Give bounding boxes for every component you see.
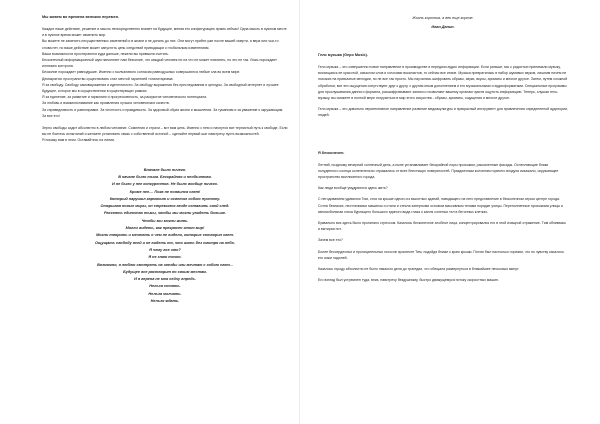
poem-line: Который нарушил гармонию и осветил собою пустоту. xyxy=(109,196,221,201)
poem-line: Могли творить и мечтать о чем не видели, которые сотворил свет. xyxy=(96,233,234,238)
poem-line: В начале было тьма. Бескрайняя и необъятная. xyxy=(118,174,212,179)
paragraph: Летний, поздному вечерний солнечный день, а ныне устанавливает бескрайной норы прохожим, раскаленные фасады. Ослепляющие блики полуденного солнца ослепительно отражались от всех блестящих поверхностей. Праздничным колоннам горячего воздуха искажало, окружающее пространство миллионного города. xyxy=(318,162,559,180)
poem-line: Я чему все это? xyxy=(149,247,181,252)
epigraph xyxy=(318,14,568,32)
paragraph: Вы можете не заметить несущественных изменений и в жизни и не донять до них. Они могут прийти уже после вашей смерти, а вера или чьи-то слова нет, но ваше действие может запустить цепь следствий приводящих к глобальным изменениям. xyxy=(42,39,279,50)
poem-line: Нельзя стоять. xyxy=(149,284,181,289)
paragraph: Я за единение, за развитие и гармонию и прогрессивность, за раскрытие человеческого потенциала. xyxy=(42,95,208,100)
paragraph: Демократия: пространство существовать стал мечтой гарантией тоталитаризма. xyxy=(42,76,174,81)
poem-line: Кроме нее.... Пока не появился свет! xyxy=(129,189,201,194)
paragraph: Казалось городу абсолютно не было никакого дела до трагедии, что обещала развернуться в ближайшее несколько минут. xyxy=(318,267,520,272)
paragraph: За справедливость и равноправие. За честность и правдивость. За здоровый образ жизни и мышления. За гуманизм и за уважение к окружающим. За все это! xyxy=(42,107,284,118)
left-paragraphs xyxy=(42,26,288,119)
paragraph: Буквально вся здесь было пропитано стрессом. Казалось бесконечное злобное лица, концентрировался его в этой изящной отражение. Тим обливаясь и вытирая пот. xyxy=(318,221,567,232)
poem-line: Нельзя ждать. xyxy=(150,299,180,303)
paragraph: С негодованием удивился Тим, стоя на крыше одного из высотных зданий, наводящего на него представление в бесконечном сером центре города. Сотни безликих, неотличимых машинок и стали и стекла запертыми основом массивным телами порядке улицы. Переполненные прохожими улицы и автомобильная гонка бурлящего большого единого вида глаза о капля соленых тел в бетонных клетках. xyxy=(318,197,563,214)
poem-line: Будущее все растворит по своим местам. xyxy=(123,269,207,274)
paragraph: Безсилие порождает равнодушие. Именно с молчаливого согласия равнодушных совершаются любые зла во всем мире. xyxy=(42,70,241,75)
poem-line: Открывая новые миры, он стремился везде оставить свой след. xyxy=(100,204,230,209)
epigraph-author: Иван Данин. xyxy=(431,25,455,29)
section-heading: Я бесконечен. xyxy=(318,150,345,155)
poem-line: Возможно, я люблю смотреть на звезды или мечтаю с собою свет... xyxy=(97,262,233,267)
poem xyxy=(42,167,288,306)
ending-paragraph: Зерно свободы садит абсолютно в любом человеке. Сомнения и страхи – вот вам цепь. Именно с нею и начнутся все тернистый путь к свободе. Если вы не боитесь испытаний и желаете установить связь с собственной истиной – сделайте первый шаг навстречу пусть возможностей. Я покажу вам в этом. Оставайтесь на линии. xyxy=(42,126,288,143)
epigraph-text: Жизнь коротка, а век еще короче. xyxy=(412,16,474,20)
page-heading: Мы живем во времена великих перемен. xyxy=(42,15,120,19)
poem-line: Могли видеть, как прекрасен этот мир! xyxy=(125,226,205,231)
paragraph: Как люди вообще умудряются здесь жить? xyxy=(318,186,388,191)
paragraph: Гело музыка – это совершенно новое направление в производстве и передачи аудио информации. Если раньше, мы с радостью принимали музыку, восхищаясь ее красотой, смыслом слов и голосами вокалистов, то сейчас все иначе. Музыка превратилась в набор шумовых звуков, лишним ничем не похожих на привычные мелодии, но не все так просто. Мы научились шифровать образы, звуки, вкусы, ароматы и многое другое. Затем, путем сложной обработки, все эти ощущения сопутствуют друг к другу, с другим иным дополнением и его музыкальными и аудиоформатами. Специальные программы для прослушивания данного формата, расшифровывают записи и позволяют вашему органам чувств ощутить информацию. Теперь, слушая гело-музыку, вы сможете в полной мере погрузиться в мир этого искусства - образы, ароматы, ощущения и многое другое. xyxy=(318,65,568,101)
paragraph: Гело музыка – это довольно перспективное направление развитие медиакультуры и прекрасный инструмент для привлечения определенной аудитории, людей. xyxy=(318,107,568,118)
paragraph: Его взгляд был устремлен туда, вниз, навстречу бездушному, быстро движущемуся потоку скоростных машин. xyxy=(318,278,499,283)
poem-line: Вначале было ничего. xyxy=(143,167,187,172)
paragraph: Бесконечный информационный шум наполняет нам безсилие, что каждый человек ни на что не может повлиять, но это не так. Ложь порождает иллюзию контроля. xyxy=(42,58,277,69)
paragraph: Зачем все это? xyxy=(318,238,343,243)
poem-line: Я не знаю точно. xyxy=(148,255,182,260)
section-heading: Гело музыка (Gepo Music). xyxy=(318,53,368,57)
paragraph: За любовь и взаимопонимание как проявления лучших человеческих качеств. xyxy=(42,101,170,106)
poem-line: И я верена не моя сейчу впредь. xyxy=(134,277,196,282)
right-page xyxy=(300,0,600,424)
poem-line: Нельзя молчать. xyxy=(148,291,182,296)
poem-line: Чтобы мы могли жить. xyxy=(141,218,189,223)
poem-line: Ощущать свободу всей и не видеть то, что жить без смотря на небо. xyxy=(95,240,235,245)
paragraph: Каждое наше действие, решение и мысль непосредственно влияет на будущее, меняя его конфигурацию прямо сейчас! Одна мысль в нужном месте и в нужное время может изменить мир. xyxy=(42,27,287,38)
poem-line: Рассеять единство тьмы, чтобы мы могли увидеть больше. xyxy=(103,211,227,216)
paragraph: Более бессердечных и проницательных голосов проспекте Тим, подойдя ближе к краю крыши. Потом был настолько горячим, что по чувству касалось его кожи ладоней. xyxy=(318,249,564,260)
paragraph: Ваши возможности простираются куда дальше, нежели вы привыкли считать. xyxy=(42,51,169,56)
paragraph: Я за свободу. Свободу самовыражения и идентичности. За свободу выражения без преследования и цензуры. За свободный интернет и лучшее будущее, которое мы в осуществлении в существующих рамках. xyxy=(42,82,279,94)
poem-line: И не было у нее конкурентов. Не было вообще ничего. xyxy=(112,182,218,187)
